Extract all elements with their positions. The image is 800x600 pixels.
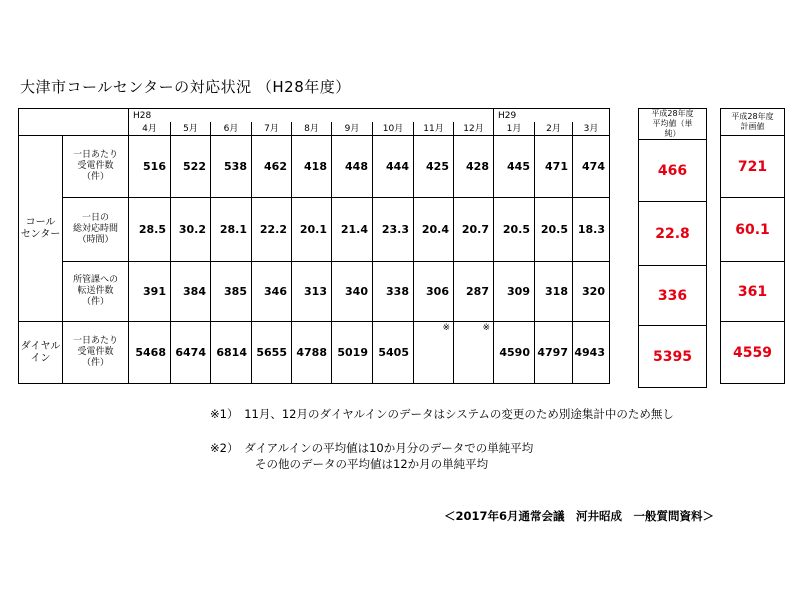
empty-cell-dec	[454, 322, 494, 384]
header-line: 平均値（単	[652, 119, 693, 128]
table-cell: 445	[494, 136, 535, 198]
plan-table	[720, 108, 785, 384]
table-cell: 28.1	[211, 198, 252, 262]
category-text: イン	[30, 352, 51, 364]
table-cell: 522	[171, 136, 211, 198]
table-cell: 5405	[373, 322, 414, 384]
table-cell: 391	[129, 262, 171, 322]
table-cell: 313	[292, 262, 332, 322]
table-cell: 428	[454, 136, 494, 198]
table-cell: 20.5	[494, 198, 535, 262]
table-cell: 462	[252, 136, 292, 198]
source-caption: ＜2017年6月通常会議 河井昭成 一般質問資料＞	[444, 509, 715, 523]
table-cell: 21.4	[332, 198, 373, 262]
row-label-transfers	[63, 262, 129, 322]
table-cell: 320	[573, 262, 610, 322]
header-corner	[19, 109, 129, 136]
year-h29: H29	[494, 109, 610, 123]
header-line: 平成28年度	[651, 109, 694, 118]
row-label-line: 所管課への	[72, 275, 118, 285]
table-cell: 20.1	[292, 198, 332, 262]
average-value: 22.8	[639, 202, 707, 266]
row-label-line: （時間）	[77, 235, 114, 245]
table-cell: 4590	[494, 322, 535, 384]
plan-value: 721	[721, 136, 785, 198]
table-cell: 30.2	[171, 198, 211, 262]
year-h28: H28	[129, 109, 494, 123]
table-cell: 4797	[535, 322, 573, 384]
month-header: 5月	[171, 122, 211, 136]
table-cell: 5468	[129, 322, 171, 384]
table-cell: 20.4	[414, 198, 454, 262]
month-header: 6月	[211, 122, 252, 136]
month-header: 12月	[454, 122, 494, 136]
plan-value: 4559	[721, 322, 785, 384]
month-header: 9月	[332, 122, 373, 136]
category-text: コール	[25, 216, 56, 228]
row-label-line: 一日あたり	[72, 336, 118, 346]
table-cell: 309	[494, 262, 535, 322]
note-mark: ※	[442, 323, 450, 333]
category-text: ダイヤル	[20, 340, 61, 352]
plan-value: 60.1	[721, 198, 785, 262]
table-cell: 418	[292, 136, 332, 198]
category-text: センター	[20, 228, 61, 240]
row-label-line: （件）	[81, 358, 109, 368]
note-2-line-1: ※2） ダイアルインの平均値は10か月分のデータでの単純平均	[210, 441, 534, 455]
note-1: ※1） 11月、12月のダイヤルインのデータはシステムの変更のため別途集計中のため無し	[210, 407, 674, 421]
table-cell: 6474	[171, 322, 211, 384]
table-cell: 384	[171, 262, 211, 322]
plan-value: 361	[721, 262, 785, 322]
table-cell: 6814	[211, 322, 252, 384]
table-cell: 346	[252, 262, 292, 322]
table-cell: 28.5	[129, 198, 171, 262]
header-line: 純）	[664, 129, 681, 138]
table-cell: 5655	[252, 322, 292, 384]
table-cell: 5019	[332, 322, 373, 384]
month-header: 4月	[129, 122, 171, 136]
category-dial-in	[19, 322, 63, 384]
page-title: 大津市コールセンターの対応状況 （H28年度）	[20, 78, 351, 96]
month-header: 2月	[535, 122, 573, 136]
row-label-line: 受電件数	[77, 161, 114, 171]
row-label-line: 一日あたり	[72, 150, 118, 160]
average-header	[639, 109, 707, 140]
table-cell: 22.2	[252, 198, 292, 262]
table-cell: 20.5	[535, 198, 573, 262]
row-label-line: 一日の	[81, 213, 109, 223]
note-mark: ※	[482, 323, 490, 333]
table-cell: 385	[211, 262, 252, 322]
average-value: 336	[639, 266, 707, 326]
month-header: 1月	[494, 122, 535, 136]
row-label-hours	[63, 198, 129, 262]
table-cell: 338	[373, 262, 414, 322]
table-cell: 306	[414, 262, 454, 322]
table-cell: 4943	[573, 322, 610, 384]
month-header: 10月	[373, 122, 414, 136]
row-label-line: 総対応時間	[72, 224, 118, 234]
table-cell: 340	[332, 262, 373, 322]
table-cell: 471	[535, 136, 573, 198]
table-cell: 448	[332, 136, 373, 198]
row-label-line: 転送件数	[77, 286, 114, 296]
month-header: 8月	[292, 122, 332, 136]
note-2-line-2: その他のデータの平均値は12か月の単純平均	[255, 457, 489, 471]
empty-cell-nov	[414, 322, 454, 384]
table-cell: 474	[573, 136, 610, 198]
table-cell: 23.3	[373, 198, 414, 262]
table-cell: 4788	[292, 322, 332, 384]
header-line: 計画値	[740, 122, 765, 131]
table-cell: 318	[535, 262, 573, 322]
table-cell: 516	[129, 136, 171, 198]
row-label-line: （件）	[81, 297, 109, 307]
table-cell: 425	[414, 136, 454, 198]
average-value: 5395	[639, 326, 707, 388]
row-label-dial-in-calls	[63, 322, 129, 384]
table-cell: 287	[454, 262, 494, 322]
header-line: 平成28年度	[731, 112, 774, 121]
month-header: 7月	[252, 122, 292, 136]
row-label-line: （件）	[81, 172, 109, 182]
average-table	[638, 108, 707, 388]
table-cell: 444	[373, 136, 414, 198]
call-center-table	[18, 108, 610, 384]
plan-header	[721, 109, 785, 136]
table-cell: 20.7	[454, 198, 494, 262]
average-value: 466	[639, 140, 707, 202]
month-header: 11月	[414, 122, 454, 136]
row-label-line: 受電件数	[77, 347, 114, 357]
table-cell: 18.3	[573, 198, 610, 262]
table-cell: 538	[211, 136, 252, 198]
row-label-calls	[63, 136, 129, 198]
month-header: 3月	[573, 122, 610, 136]
category-call-center	[19, 136, 63, 322]
